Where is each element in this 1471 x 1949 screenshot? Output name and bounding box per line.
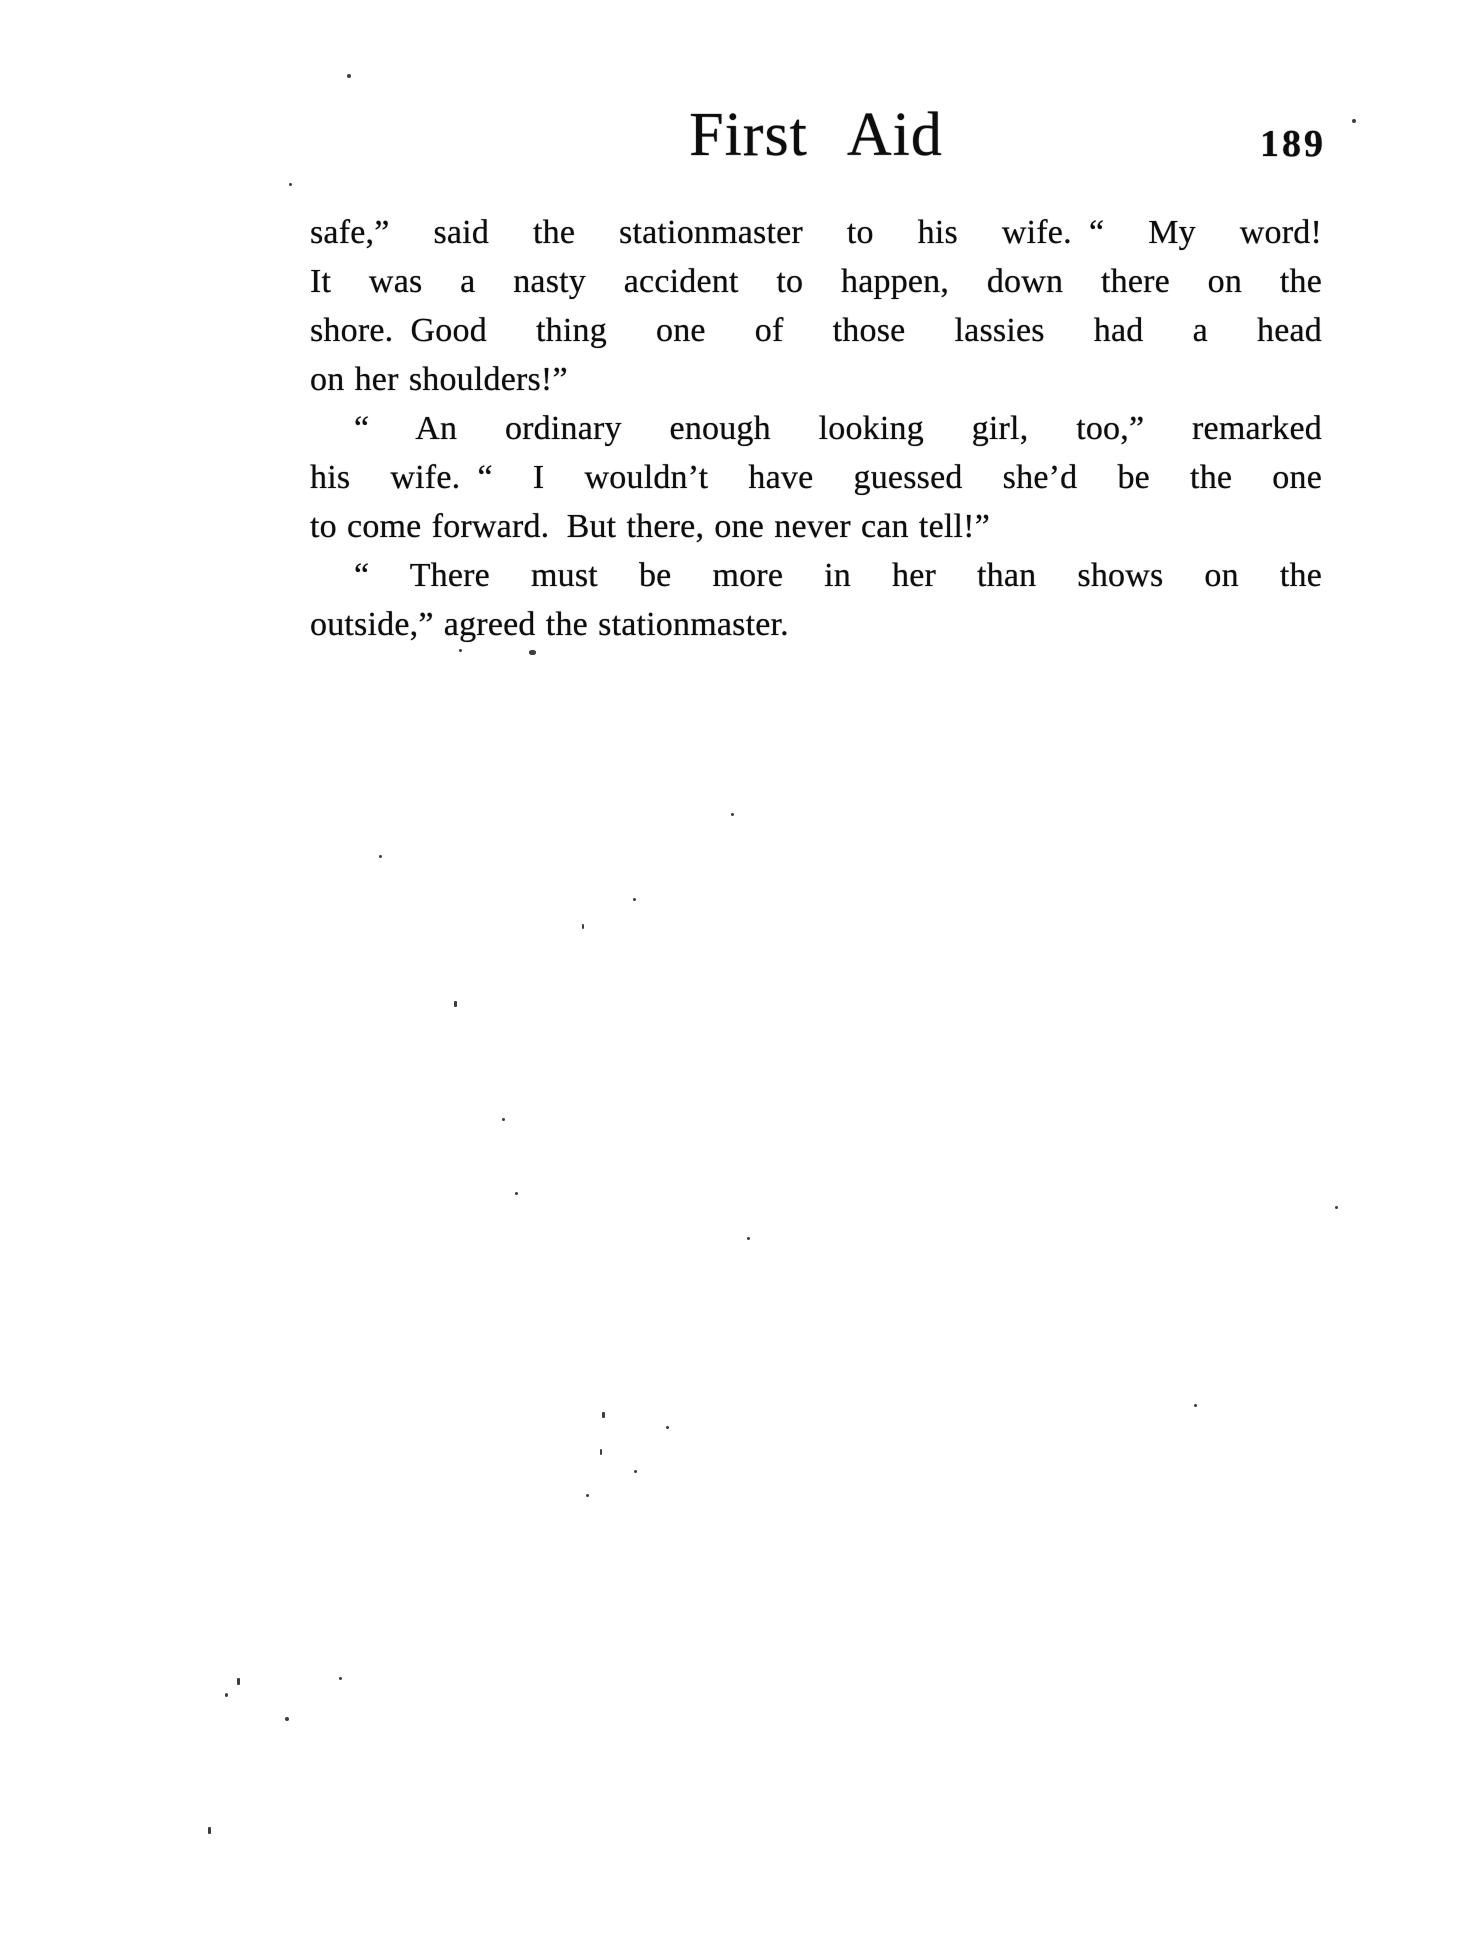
paragraph	[310, 551, 1322, 649]
scan-speck	[515, 1192, 518, 1195]
paragraph	[310, 404, 1322, 551]
scan-speck	[237, 1678, 240, 1685]
scan-speck	[731, 813, 734, 816]
body-text	[310, 208, 1322, 649]
text-line: It was a nasty accident to happen, down there on the	[310, 263, 1322, 300]
scan-speck	[289, 183, 292, 186]
scan-speck	[586, 1494, 589, 1497]
scan-speck	[582, 924, 584, 929]
running-header-title: First Aid	[689, 101, 943, 169]
scan-speck	[454, 1001, 457, 1007]
scan-speck	[666, 1426, 669, 1429]
scan-speck	[1335, 1206, 1338, 1209]
text-line: outside,” agreed the stationmaster.	[310, 606, 789, 643]
paragraph	[310, 208, 1322, 404]
scan-speck	[285, 1717, 289, 1721]
scan-speck	[1194, 1404, 1197, 1407]
text-line: “ There must be more in her than shows on the	[354, 557, 1322, 594]
scan-speck	[225, 1693, 228, 1697]
text-line: to come forward. But there, one never can tell!”	[310, 508, 990, 545]
text-line: safe,” said the stationmaster to his wife. “ My word!	[310, 214, 1322, 251]
scan-speck	[747, 1237, 750, 1240]
text-line: shore. Good thing one of those lassies had a head	[310, 312, 1322, 349]
page-number: 189	[1260, 123, 1326, 165]
text-line: “ An ordinary enough looking girl, too,” remarked	[354, 410, 1322, 447]
running-header	[310, 92, 1326, 178]
scan-speck	[634, 1470, 637, 1473]
text-line: his wife. “ I wouldn’t have guessed she’d be the one	[310, 459, 1322, 496]
scan-speck	[633, 898, 636, 901]
scan-speck	[347, 74, 351, 78]
text-line: on her shoulders!”	[310, 361, 568, 398]
scan-speck	[602, 1412, 605, 1418]
text-block	[310, 92, 1326, 649]
scan-speck	[459, 649, 462, 652]
scan-speck	[600, 1449, 602, 1455]
scan-speck	[529, 650, 536, 655]
scan-speck	[1352, 119, 1356, 123]
scan-speck	[379, 855, 382, 858]
scan-speck	[339, 1677, 342, 1680]
scan-speck	[502, 1118, 505, 1121]
scan-speck	[208, 1827, 211, 1834]
